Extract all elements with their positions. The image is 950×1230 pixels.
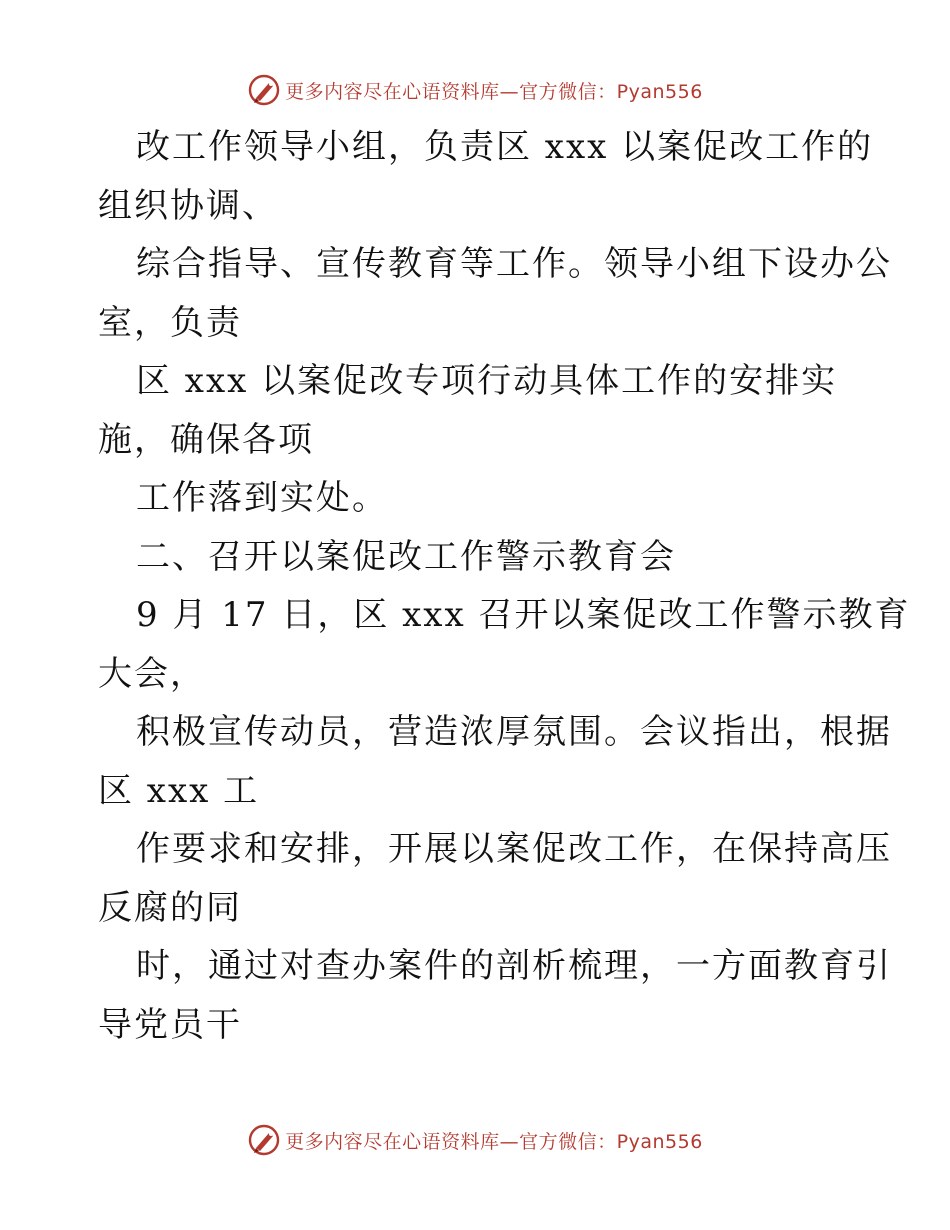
text-line: 组织协调、 <box>98 185 278 226</box>
document-body <box>98 118 911 1054</box>
watermark-text: 更多内容尽在心语资料库—官方微信：Pyan556 <box>285 80 703 103</box>
text-line: 二、召开以案促改工作警示教育会 <box>136 536 676 577</box>
text-line: 室，负责 <box>98 302 242 343</box>
watermark-text: 更多内容尽在心语资料库—官方微信：Pyan556 <box>285 1130 703 1153</box>
pen-logo-icon <box>247 73 281 107</box>
text-line: 积极宣传动员，营造浓厚氛围。会议指出，根据 <box>136 712 892 752</box>
text-line: 反腐的同 <box>98 887 242 928</box>
text-line: 9 月 17 日，区 xxx 召开以案促改工作警示教育 <box>136 595 911 635</box>
pen-logo-icon <box>247 1123 281 1157</box>
text-line: 施，确保各项 <box>98 419 314 460</box>
text-line: 作要求和安排，开展以案促改工作，在保持高压 <box>136 829 892 869</box>
header-watermark <box>0 72 950 108</box>
footer-watermark <box>0 1122 950 1158</box>
text-line: 时，通过对查办案件的剖析梳理，一方面教育引 <box>136 946 892 986</box>
text-line: 工作落到实处。 <box>136 478 388 518</box>
text-line: 区 xxx 以案促改专项行动具体工作的安排实 <box>136 361 838 401</box>
text-line: 区 xxx 工 <box>98 770 260 811</box>
text-line: 综合指导、宣传教育等工作。领导小组下设办公 <box>136 244 892 284</box>
text-line: 导党员干 <box>98 1004 242 1045</box>
text-line: 改工作领导小组，负责区 xxx 以案促改工作的 <box>136 127 874 167</box>
text-line: 大会， <box>98 653 206 694</box>
